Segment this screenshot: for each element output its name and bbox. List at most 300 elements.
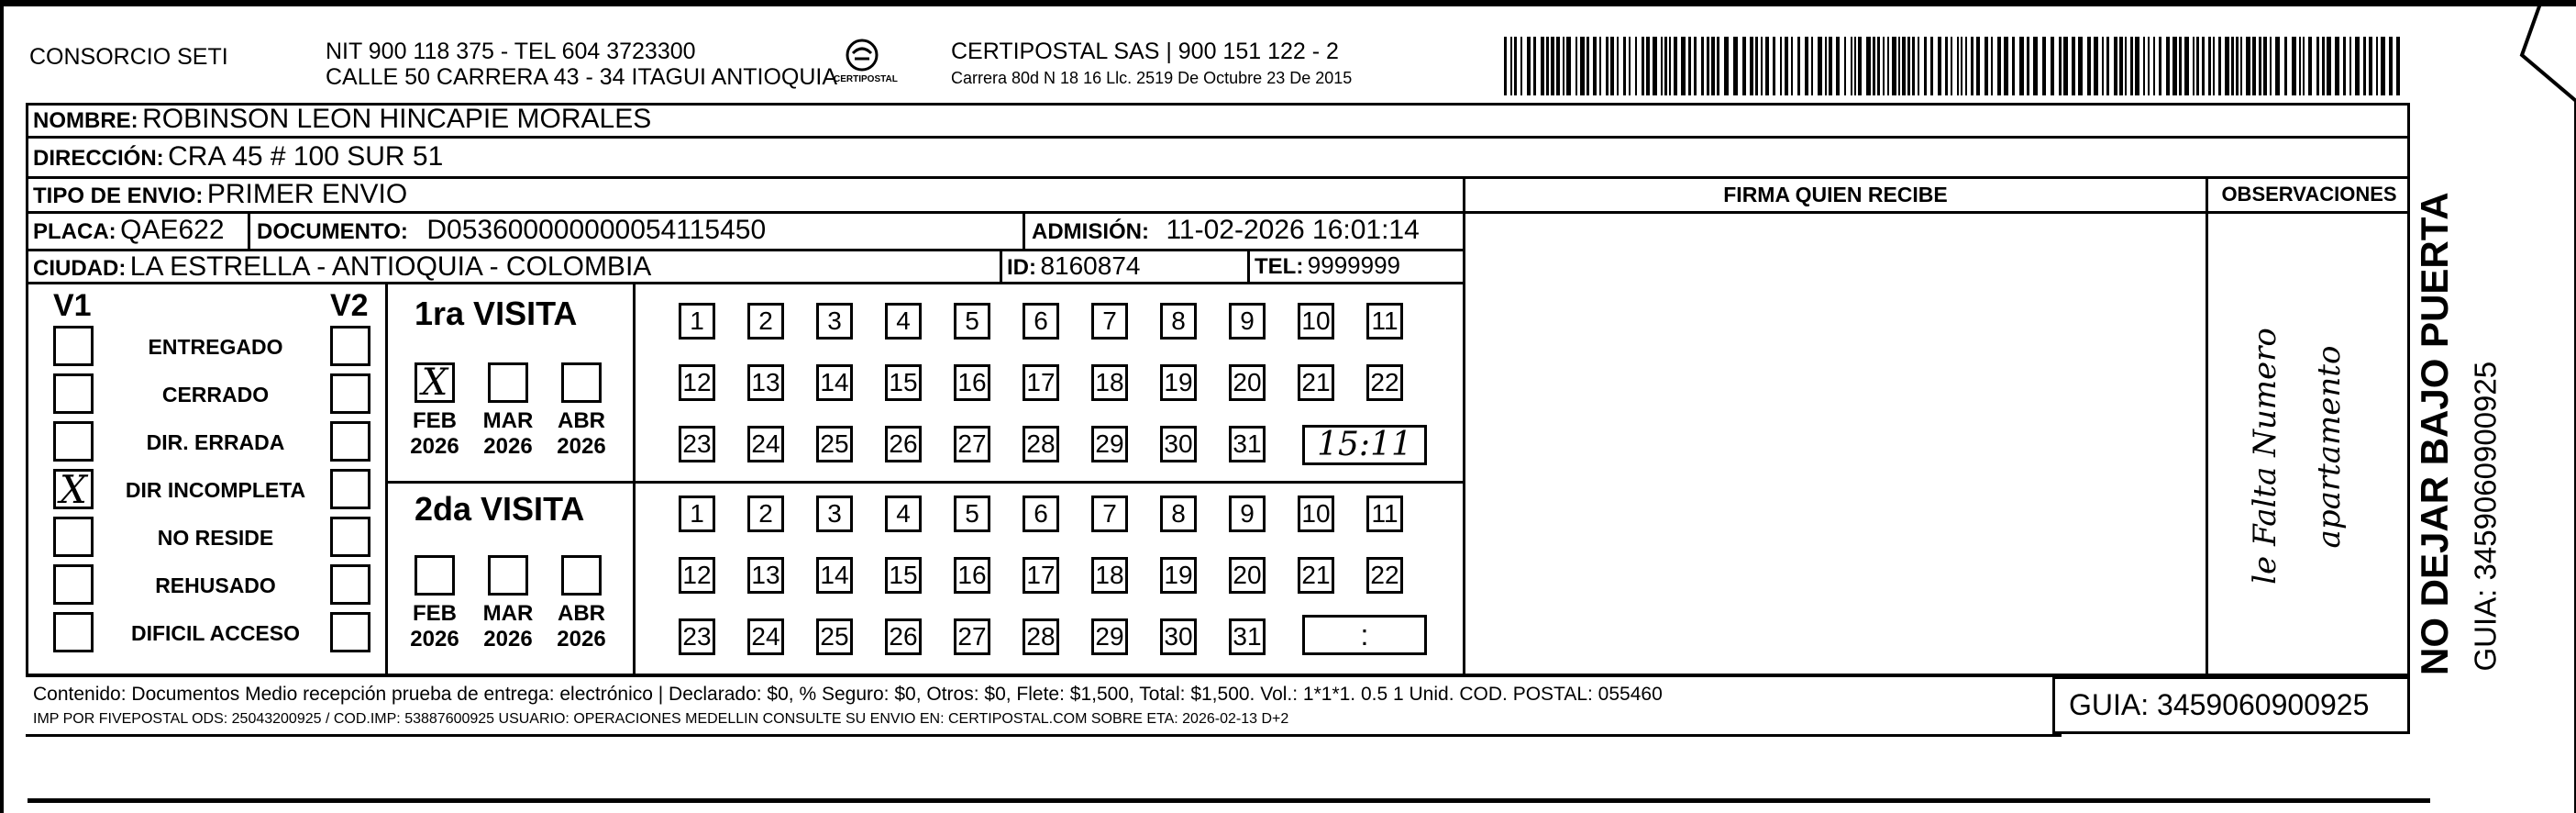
day-box[interactable]: 24 <box>747 426 784 462</box>
barcode-bar <box>2094 37 2098 95</box>
month-checkbox[interactable] <box>488 362 528 403</box>
reason-label: DIR INCOMPLETA <box>125 478 306 502</box>
barcode-bar <box>2396 37 2400 95</box>
logo-text: CERTIPOSTAL <box>834 74 898 84</box>
documento-value: D053600000000054115450 <box>426 215 767 245</box>
month-checkbox[interactable] <box>488 555 528 596</box>
placa-value: QAE622 <box>120 215 225 245</box>
day-box[interactable]: 1 <box>679 496 715 532</box>
day-box[interactable]: 5 <box>954 303 990 340</box>
barcode-bar <box>1546 37 1549 95</box>
barcode-bar <box>1575 37 1577 95</box>
v1-checkbox[interactable] <box>53 373 94 414</box>
day-box[interactable]: 26 <box>885 426 922 462</box>
barcode-bar <box>1664 37 1667 95</box>
barcode-bar <box>1818 37 1822 95</box>
barcode-bar <box>1851 37 1852 95</box>
v2-checkbox[interactable] <box>330 612 370 652</box>
barcode-bar <box>1965 37 1967 95</box>
barcode-bar <box>2130 37 2133 95</box>
v1-label: V1 <box>53 288 92 323</box>
barcode <box>1504 37 2403 95</box>
barcode-bar <box>2063 37 2068 95</box>
barcode-bar <box>2246 37 2250 95</box>
day-box[interactable]: 14 <box>816 557 853 594</box>
barcode-bar <box>1599 37 1601 95</box>
barcode-bar <box>2263 37 2267 95</box>
barcode-bar <box>1918 37 1919 95</box>
barcode-bar <box>1724 37 1729 95</box>
barcode-bar <box>2284 37 2287 95</box>
barcode-bar <box>2159 37 2161 95</box>
direccion-label: DIRECCIÓN: <box>33 146 164 171</box>
ciudad-label: CIUDAD: <box>33 256 127 281</box>
day-box[interactable]: 26 <box>885 618 922 655</box>
tel-field <box>1255 253 1400 278</box>
barcode-bar <box>1669 37 1671 95</box>
barcode-bar <box>1733 37 1738 95</box>
barcode-bar <box>1858 37 1862 95</box>
scan-left-edge <box>0 0 4 813</box>
day-box[interactable]: 10 <box>1298 303 1334 340</box>
day-box[interactable]: 20 <box>1229 364 1266 401</box>
barcode-bar <box>2208 37 2211 95</box>
day-box[interactable]: 17 <box>1023 364 1059 401</box>
admision-value: 11-02-2026 16:01:14 <box>1166 215 1420 245</box>
day-box[interactable]: 15 <box>885 364 922 401</box>
barcode-bar <box>2363 37 2366 95</box>
day-box[interactable]: 2 <box>747 496 784 532</box>
barcode-bar <box>1717 37 1719 95</box>
barcode-bar <box>2202 37 2205 95</box>
barcode-bar <box>1681 37 1686 95</box>
observaciones-handwriting-1: le Falta Numero <box>2247 328 2283 585</box>
barcode-bar <box>1533 37 1536 95</box>
day-box[interactable]: 27 <box>954 618 990 655</box>
observaciones-handwriting-2: apartamento <box>2311 345 2348 549</box>
barcode-bar <box>2335 37 2339 95</box>
footer-content-line: Contenido: Documentos Medio recepción prueba de entrega: electrónico | Declarado: $0, % Seguro: $0, Otros: $0, Flete: $1,500, Total: $1,500. Vol.: 1*1*1. 0.5 1 Unid. COD. POSTAL: 055460 <box>33 684 1663 705</box>
barcode-bar <box>1674 37 1677 95</box>
barcode-bar <box>1661 37 1663 95</box>
month-year: 2026 <box>410 626 459 652</box>
barcode-bar <box>1765 37 1769 95</box>
admision-field <box>1032 217 1420 244</box>
v2-checkbox[interactable] <box>330 517 370 557</box>
barcode-bar <box>1854 37 1856 95</box>
side-guia: GUIA: 3459060900925 <box>2468 361 2503 672</box>
certipostal-logo-icon <box>830 37 894 96</box>
visit1-title: 1ra VISITA <box>415 295 578 332</box>
reason-label: REHUSADO <box>155 574 276 597</box>
barcode-bar <box>2252 37 2256 95</box>
barcode-bar <box>1566 37 1571 95</box>
month-label <box>481 408 536 459</box>
documento-label: DOCUMENTO: <box>257 219 408 244</box>
day-box[interactable]: 18 <box>1091 557 1128 594</box>
firma-header: FIRMA QUIEN RECIBE <box>1723 183 1948 206</box>
visit1-time-box[interactable]: 15:11 <box>1302 425 1427 465</box>
day-box[interactable]: 19 <box>1160 364 1197 401</box>
day-box[interactable]: 19 <box>1160 557 1197 594</box>
barcode-bar <box>2078 37 2083 95</box>
barcode-bar <box>1646 37 1650 95</box>
barcode-bar <box>2193 37 2195 95</box>
barcode-bar <box>1873 37 1875 95</box>
month-label <box>407 601 462 652</box>
day-box[interactable]: 13 <box>747 557 784 594</box>
barcode-bar <box>1556 37 1560 95</box>
documento-field <box>257 217 766 244</box>
barcode-bar <box>1750 37 1753 95</box>
barcode-bar <box>2179 37 2182 95</box>
month-label <box>407 408 462 459</box>
day-box[interactable]: 27 <box>954 426 990 462</box>
barcode-bar <box>2087 37 2091 95</box>
barcode-bar <box>2275 37 2280 95</box>
month-year: 2026 <box>410 433 459 459</box>
barcode-bar <box>1587 37 1589 95</box>
v2-checkbox[interactable] <box>330 469 370 509</box>
day-box[interactable]: 6 <box>1023 496 1059 532</box>
month-year: 2026 <box>483 626 533 652</box>
barcode-bar <box>1961 37 1962 95</box>
barcode-bar <box>1563 37 1564 95</box>
day-box[interactable]: 17 <box>1023 557 1059 594</box>
month-checkbox[interactable] <box>415 555 455 596</box>
barcode-bar <box>1791 37 1793 95</box>
month-name: MAR <box>482 408 534 433</box>
barcode-bar <box>1957 37 1959 95</box>
visit2-time-box[interactable]: : <box>1302 615 1427 655</box>
month-name: ABR <box>558 601 605 626</box>
barcode-bar <box>2027 37 2029 95</box>
reason-label: NO RESIDE <box>157 526 274 550</box>
barcode-bar <box>1629 37 1631 95</box>
month-label <box>481 601 536 652</box>
day-box[interactable]: 15 <box>885 557 922 594</box>
barcode-bar <box>2240 37 2242 95</box>
barcode-bar <box>2012 37 2015 95</box>
barcode-bar <box>1623 37 1626 95</box>
barcode-bar <box>1866 37 1871 95</box>
barcode-bar <box>2102 37 2104 95</box>
day-box[interactable]: 8 <box>1160 496 1197 532</box>
month-label <box>554 601 609 652</box>
v2-checkbox[interactable] <box>330 564 370 605</box>
barcode-bar <box>1580 37 1585 95</box>
day-box[interactable]: 30 <box>1160 426 1197 462</box>
day-box[interactable]: 28 <box>1023 426 1059 462</box>
tipo-envio-label: TIPO DE ENVIO: <box>33 184 204 208</box>
barcode-bar <box>1617 37 1619 95</box>
barcode-bar <box>1593 37 1597 95</box>
barcode-bar <box>1938 37 1941 95</box>
barcode-bar <box>2033 37 2038 95</box>
direccion-row <box>33 143 443 171</box>
barcode-bar <box>1825 37 1827 95</box>
barcode-bar <box>1971 37 1973 95</box>
barcode-bar <box>1930 37 1933 95</box>
barcode-bar <box>1951 37 1952 95</box>
day-box[interactable]: 23 <box>679 618 715 655</box>
barcode-bar <box>1527 37 1531 95</box>
barcode-bar <box>1924 37 1927 95</box>
barcode-bar <box>1898 37 1900 95</box>
barcode-bar <box>1635 37 1637 95</box>
barcode-bar <box>1773 37 1775 95</box>
day-box[interactable]: 4 <box>885 303 922 340</box>
day-box[interactable]: 5 <box>954 496 990 532</box>
day-box[interactable]: 23 <box>679 426 715 462</box>
tipo-envio-row <box>33 181 407 208</box>
barcode-bar <box>1945 37 1948 95</box>
barcode-bar <box>2389 37 2393 95</box>
day-box[interactable]: 28 <box>1023 618 1059 655</box>
day-box[interactable]: 31 <box>1229 426 1266 462</box>
barcode-bar <box>2327 37 2331 95</box>
barcode-bar <box>1877 37 1880 95</box>
day-box[interactable]: 29 <box>1091 618 1128 655</box>
day-box[interactable]: 16 <box>954 364 990 401</box>
barcode-bar <box>1797 37 1800 95</box>
barcode-bar <box>2051 37 2054 95</box>
month-year: 2026 <box>557 433 606 459</box>
barcode-bar <box>2114 37 2117 95</box>
barcode-bar <box>1780 37 1782 95</box>
day-box[interactable]: 20 <box>1229 557 1266 594</box>
tel-value: 9999999 <box>1307 251 1401 279</box>
barcode-bar <box>2004 37 2008 95</box>
barcode-bar <box>2218 37 2221 95</box>
month-year: 2026 <box>483 433 533 459</box>
nombre-value: ROBINSON LEON HINCAPIE MORALES <box>142 104 652 134</box>
v1-checkbox[interactable] <box>53 612 94 652</box>
side-warning: NO DEJAR BAJO PUERTA <box>2413 192 2456 675</box>
day-box[interactable]: 1 <box>679 303 715 340</box>
barcode-bar <box>2125 37 2127 95</box>
footer-guia: GUIA: 3459060900925 <box>2069 688 2370 721</box>
reason-label: DIR. ERRADA <box>146 430 285 454</box>
barcode-bar <box>2231 37 2234 95</box>
day-box[interactable]: 7 <box>1091 496 1128 532</box>
day-box[interactable]: 24 <box>747 618 784 655</box>
day-box[interactable]: 22 <box>1366 557 1403 594</box>
day-box[interactable]: 9 <box>1229 496 1266 532</box>
id-field <box>1007 253 1140 279</box>
barcode-bar <box>1883 37 1885 95</box>
admision-label: ADMISIÓN: <box>1032 219 1149 244</box>
barcode-bar <box>2135 37 2139 95</box>
barcode-bar <box>1887 37 1889 95</box>
day-box[interactable]: 11 <box>1366 303 1403 340</box>
barcode-bar <box>2381 37 2385 95</box>
barcode-bar <box>1551 37 1554 95</box>
day-box[interactable]: 2 <box>747 303 784 340</box>
barcode-bar <box>1541 37 1544 95</box>
barcode-bar <box>1912 37 1915 95</box>
month-year: 2026 <box>557 626 606 652</box>
barcode-bar <box>1606 37 1609 95</box>
v2-label: V2 <box>330 288 369 323</box>
day-box[interactable]: 12 <box>679 557 715 594</box>
v1-checkbox[interactable] <box>53 421 94 462</box>
day-box[interactable]: 3 <box>816 496 853 532</box>
reason-label: CERRADO <box>161 383 270 406</box>
day-box[interactable]: 6 <box>1023 303 1059 340</box>
barcode-bar <box>2236 37 2239 95</box>
direccion-value: CRA 45 # 100 SUR 51 <box>168 141 444 172</box>
scan-top-edge <box>0 0 2576 6</box>
day-box[interactable]: 9 <box>1229 303 1266 340</box>
month-checkbox[interactable]: X <box>415 362 455 403</box>
barcode-bar <box>1510 37 1512 95</box>
barcode-bar <box>1892 37 1896 95</box>
visit2-title: 2da VISITA <box>415 490 585 528</box>
day-box[interactable]: 12 <box>679 364 715 401</box>
month-checkbox[interactable] <box>561 362 602 403</box>
tipo-envio-value: PRIMER ENVIO <box>206 179 408 209</box>
v2-checkbox[interactable] <box>330 373 370 414</box>
scan-bottom-edge <box>28 798 2430 803</box>
barcode-bar <box>2322 37 2325 95</box>
v2-checkbox[interactable] <box>330 326 370 366</box>
barcode-bar <box>1785 37 1788 95</box>
day-box[interactable]: 18 <box>1091 364 1128 401</box>
barcode-bar <box>2042 37 2046 95</box>
v2-checkbox[interactable] <box>330 421 370 462</box>
barcode-bar <box>2316 37 2319 95</box>
v1-checkbox[interactable] <box>53 517 94 557</box>
month-name: MAR <box>482 601 534 626</box>
month-name: ABR <box>558 408 605 433</box>
id-label: ID: <box>1007 255 1036 280</box>
id-value: 8160874 <box>1040 251 1141 280</box>
barcode-bar <box>2106 37 2109 95</box>
barcode-bar <box>2172 37 2177 95</box>
barcode-bar <box>1976 37 1980 95</box>
v1-checkbox[interactable] <box>53 564 94 605</box>
barcode-bar <box>1805 37 1808 95</box>
company-name: CONSORCIO SETI <box>29 44 228 70</box>
barcode-bar <box>1504 37 1507 95</box>
barcode-bar <box>1688 37 1691 95</box>
day-box[interactable]: 30 <box>1160 618 1197 655</box>
v1-checkbox[interactable]: X <box>53 469 94 509</box>
footer-imp-line: IMP POR FIVEPOSTAL ODS: 25043200925 / COD.IMP: 53887600925 USUARIO: OPERACIONES MEDELLIN CONSULTE SU ENVIO EN: CERTIPOSTAL.COM SOBRE ETA: 2026-02-13 D+2 <box>33 711 1289 727</box>
day-box[interactable]: 31 <box>1229 618 1266 655</box>
day-box[interactable]: 4 <box>885 496 922 532</box>
barcode-bar <box>1761 37 1763 95</box>
barcode-bar <box>1711 37 1715 95</box>
barcode-bar <box>1829 37 1832 95</box>
barcode-bar <box>2119 37 2123 95</box>
day-box[interactable]: 14 <box>816 364 853 401</box>
barcode-bar <box>1844 37 1846 95</box>
day-box[interactable]: 29 <box>1091 426 1128 462</box>
barcode-bar <box>2166 37 2170 95</box>
barcode-bar <box>2019 37 2024 95</box>
barcode-bar <box>1991 37 1993 95</box>
barcode-bar <box>2308 37 2312 95</box>
barcode-bar <box>2270 37 2272 95</box>
barcode-bar <box>2303 37 2305 95</box>
barcode-bar <box>2299 37 2301 95</box>
barcode-bar <box>1707 37 1709 95</box>
barcode-bar <box>1985 37 1988 95</box>
barcode-bar <box>2355 37 2360 95</box>
barcode-bar <box>2072 37 2075 95</box>
v1-checkbox[interactable] <box>53 326 94 366</box>
barcode-bar <box>1811 37 1813 95</box>
month-name: FEB <box>413 601 457 626</box>
barcode-bar <box>1836 37 1840 95</box>
day-box[interactable]: 22 <box>1366 364 1403 401</box>
barcode-bar <box>2259 37 2261 95</box>
barcode-bar <box>2148 37 2150 95</box>
barcode-bar <box>2184 37 2189 95</box>
barcode-bar <box>1694 37 1697 95</box>
barcode-bar <box>1742 37 1746 95</box>
barcode-bar <box>2292 37 2296 95</box>
address-line: CALLE 50 CARRERA 43 - 34 ITAGUI ANTIOQUIA <box>326 64 838 90</box>
barcode-bar <box>1997 37 2001 95</box>
barcode-bar <box>1755 37 1758 95</box>
reason-label: ENTREGADO <box>148 335 283 359</box>
day-box[interactable]: 3 <box>816 303 853 340</box>
day-box[interactable]: 16 <box>954 557 990 594</box>
barcode-bar <box>2213 37 2215 95</box>
reason-label: DIFICIL ACCESO <box>130 621 300 645</box>
nombre-row <box>33 106 651 133</box>
barcode-bar <box>1902 37 1906 95</box>
day-box[interactable]: 11 <box>1366 496 1403 532</box>
placa-label: PLACA: <box>33 219 116 244</box>
day-box[interactable]: 8 <box>1160 303 1197 340</box>
barcode-bar <box>1653 37 1657 95</box>
day-box[interactable]: 13 <box>747 364 784 401</box>
month-checkbox[interactable] <box>561 555 602 596</box>
carrier-address: Carrera 80d N 18 16 Llc. 2519 De Octubre 23 De 2015 <box>951 69 1353 87</box>
placa-field <box>33 217 225 244</box>
day-box[interactable]: 21 <box>1298 557 1334 594</box>
nit-line: NIT 900 118 375 - TEL 604 3723300 <box>326 39 696 64</box>
observaciones-header: OBSERVACIONES <box>2221 183 2397 206</box>
barcode-bar <box>1907 37 1910 95</box>
certipostal-logo <box>830 37 898 96</box>
barcode-bar <box>2059 37 2062 95</box>
barcode-bar <box>1520 37 1522 95</box>
barcode-bar <box>2349 37 2351 95</box>
month-name: FEB <box>413 408 457 433</box>
day-box[interactable]: 21 <box>1298 364 1334 401</box>
day-box[interactable]: 7 <box>1091 303 1128 340</box>
day-box[interactable]: 10 <box>1298 496 1334 532</box>
barcode-bar <box>2369 37 2372 95</box>
barcode-bar <box>2225 37 2229 95</box>
day-box[interactable]: 25 <box>816 618 853 655</box>
barcode-bar <box>1610 37 1614 95</box>
barcode-bar <box>2143 37 2145 95</box>
tel-label: TEL: <box>1255 254 1304 279</box>
month-label <box>554 408 609 459</box>
barcode-bar <box>2153 37 2155 95</box>
day-box[interactable]: 25 <box>816 426 853 462</box>
ciudad-field <box>33 253 651 281</box>
barcode-bar <box>1514 37 1517 95</box>
carrier-line: CERTIPOSTAL SAS | 900 151 122 - 2 <box>951 39 1339 64</box>
ciudad-value: LA ESTRELLA - ANTIOQUIA - COLOMBIA <box>129 251 652 282</box>
